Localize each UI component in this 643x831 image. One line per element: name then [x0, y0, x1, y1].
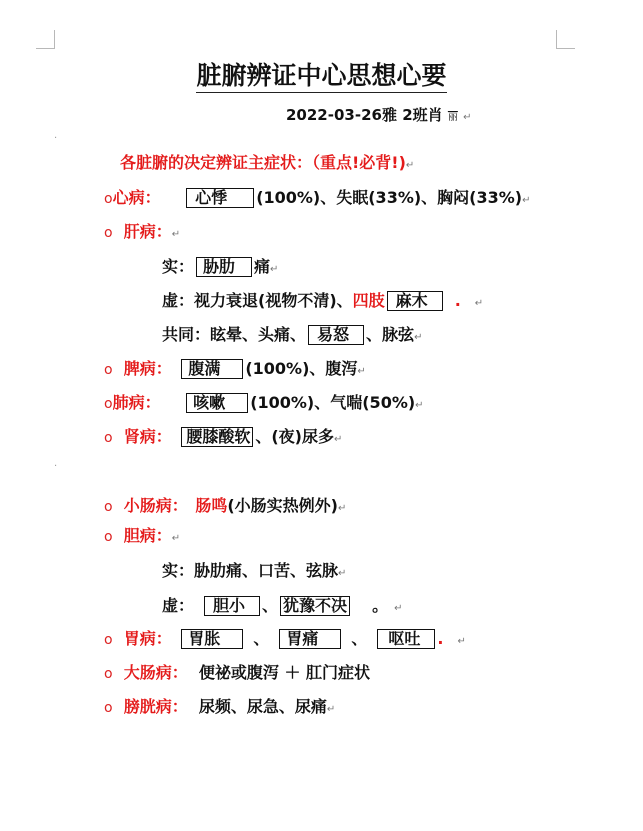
paragraph-mark: ↵	[394, 603, 403, 614]
gallbladder-label: 胆病：	[123, 526, 172, 545]
liver-common-key: 易怒	[308, 325, 364, 345]
stomach-key-2: 胃痛	[279, 629, 341, 649]
small-intestine-label: 小肠病：	[123, 496, 188, 515]
paragraph-mark: ↵	[326, 704, 336, 715]
stomach-key-3: 呕吐	[377, 629, 435, 649]
heart-line	[104, 188, 530, 211]
gallbladder-excess-line	[162, 561, 346, 584]
period: 。	[372, 596, 389, 615]
lung-rest: (100%)、气喘(50%)	[250, 393, 416, 412]
paragraph-mark: ↵	[415, 400, 424, 411]
heart-rest: (100%)、失眠(33%)、胸闷(33%)	[256, 188, 523, 207]
lung-line	[104, 393, 424, 416]
gallbladder-key-1: 胆小	[204, 596, 260, 616]
liver-label: 肝病：	[123, 222, 172, 241]
stomach-line	[104, 629, 466, 652]
small-intestine-key: 肠鸣	[195, 496, 228, 515]
gallbladder-deficiency-line	[162, 596, 402, 619]
bullet-icon: o	[104, 499, 113, 515]
liver-deficiency-line	[162, 291, 483, 314]
bladder-label: 膀胱病：	[123, 697, 188, 716]
paragraph-mark: ↵	[522, 195, 531, 206]
liver-common-label: 共同：	[162, 325, 211, 344]
spleen-line	[104, 359, 366, 382]
liver-deficiency-label: 虚：	[162, 291, 195, 310]
lung-key-symptom: 咳嗽	[186, 393, 248, 413]
liver-excess-line	[162, 257, 278, 280]
liver-line	[104, 222, 180, 245]
paragraph-mark: ↵	[357, 366, 366, 377]
heart-key-symptom: 心悸	[186, 188, 254, 208]
paragraph-mark: ↵	[463, 112, 472, 123]
gallbladder-deficiency-label: 虚：	[162, 596, 195, 615]
heart-label: 心病：	[112, 188, 161, 207]
large-intestine-line	[104, 663, 370, 684]
large-intestine-label: 大肠病：	[123, 663, 188, 682]
red-dot: .	[454, 291, 461, 310]
gallbladder-excess-label: 实：	[162, 561, 195, 580]
liver-common-text: 眩晕、头痛、	[210, 325, 307, 344]
paragraph-mark: ↵	[171, 533, 181, 544]
liver-excess-label: 实：	[162, 257, 195, 276]
paragraph-mark: ↵	[337, 503, 347, 514]
kidney-key-symptom: 腰膝酸软	[181, 427, 253, 447]
kidney-rest: 、(夜)尿多	[255, 427, 334, 446]
bullet-icon: o	[104, 225, 113, 241]
bullet-icon: o	[104, 191, 113, 207]
byline-class: 2班肖	[402, 106, 443, 124]
small-intestine-rest: (小肠实热例外)	[227, 496, 338, 515]
bullet-icon: o	[104, 700, 113, 716]
bullet-icon: o	[104, 632, 113, 648]
liver-common-line	[162, 325, 422, 348]
liver-excess-key: 胁肋	[196, 257, 252, 277]
bullet-icon: o	[104, 666, 113, 682]
corner-mark-top-right	[556, 30, 575, 49]
spleen-key-symptom: 腹满	[181, 359, 243, 379]
gallbladder-excess-text: 胁肋痛、口苦、弦脉	[194, 561, 339, 580]
bladder-text: 尿频、尿急、尿痛	[198, 697, 327, 716]
separator: 、	[262, 596, 279, 615]
byline	[286, 104, 471, 125]
anchor-mark: .	[54, 458, 58, 469]
gallbladder-line	[104, 526, 180, 549]
byline-name: 丽	[447, 112, 458, 123]
paragraph-mark: ↵	[171, 229, 181, 240]
stomach-label: 胃病：	[123, 629, 172, 648]
document-title: 脏腑辨证中心思想心要	[0, 56, 643, 92]
red-dot: .	[437, 629, 444, 648]
paragraph-mark: ↵	[333, 434, 343, 445]
corner-mark-top-left	[36, 30, 55, 49]
paragraph-mark: ↵	[270, 264, 279, 275]
separator: 、	[253, 629, 270, 648]
paragraph-mark: ↵	[414, 332, 423, 343]
liver-deficiency-red: 四肢	[352, 291, 385, 310]
small-intestine-line	[104, 496, 346, 519]
liver-deficiency-key: 麻木	[387, 291, 443, 311]
spleen-label: 脾病：	[123, 359, 172, 378]
paragraph-mark: ↵	[338, 568, 347, 579]
bullet-icon: o	[104, 362, 113, 378]
paragraph-mark: ↵	[457, 636, 466, 647]
kidney-label: 肾病：	[123, 427, 172, 446]
bladder-line	[104, 697, 335, 720]
anchor-mark: .	[54, 130, 58, 141]
bullet-icon: o	[104, 396, 113, 412]
gallbladder-key-2: 犹豫不决	[280, 596, 350, 616]
stomach-key-1: 胃胀	[181, 629, 243, 649]
intro-line: 各脏腑的决定辨证主症状：（重点!必背!)↵	[120, 153, 415, 172]
spleen-rest: (100%)、腹泻	[245, 359, 358, 378]
liver-common-rest: 、脉弦	[366, 325, 415, 344]
large-intestine-text: 便祕或腹泻 ＋ 肛门症状	[198, 663, 371, 682]
liver-deficiency-text: 视力衰退(视物不清)、	[194, 291, 353, 310]
paragraph-mark: ↵	[405, 160, 415, 171]
byline-date: 2022-03-26雅	[286, 106, 397, 124]
bullet-icon: o	[104, 529, 113, 545]
kidney-line	[104, 427, 342, 450]
bullet-icon: o	[104, 430, 113, 446]
paragraph-mark: ↵	[474, 298, 484, 309]
lung-label: 肺病：	[112, 393, 161, 412]
separator: 、	[351, 629, 368, 648]
liver-excess-rest: 痛	[254, 257, 271, 276]
